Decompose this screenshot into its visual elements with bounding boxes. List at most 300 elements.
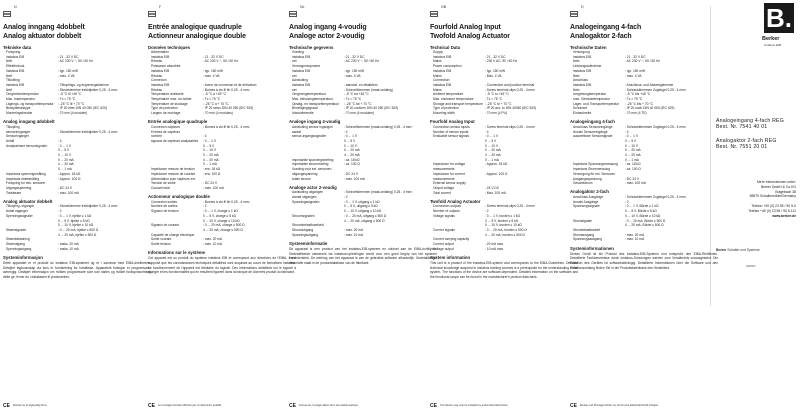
spec-row — [289, 177, 437, 182]
spec-label: External sensor supply — [433, 181, 466, 186]
spec-value: : typ. 150 mW — [625, 68, 646, 73]
spec-value: : Tᴄ = 75 °C — [58, 97, 76, 102]
spec-value: : Bornes à vis fil fin 0,25 - 4 mm² — [203, 87, 250, 92]
spec-value: : 4 — [58, 138, 62, 143]
spec-table — [3, 204, 151, 251]
spec-row — [148, 242, 296, 247]
spec-label: uitgangsspanning — [292, 171, 318, 176]
section-heading: Analogaktor 2-fach — [570, 189, 609, 195]
spec-value: : -5 °C bis +45 °C — [625, 92, 651, 97]
spec-row — [430, 247, 578, 252]
spec-table — [289, 125, 437, 181]
spec-label: Analyserbare sensorsignaler — [6, 143, 48, 148]
spec-value: 0 ... 5 V, bjelke ≥ 5 kΩ — [58, 218, 90, 223]
spec-value: : Tᴄ = 75 °C — [625, 97, 643, 102]
spec-value: : 2 — [485, 209, 489, 214]
spec-value: : 0 ... 1 V — [625, 134, 639, 139]
spec-value: 0 ... 5 V — [625, 138, 637, 143]
section-heading: Analog aktuator dobbelt — [3, 198, 53, 204]
spec-row — [430, 111, 578, 116]
section-heading: Analogeingang 4-fach — [570, 119, 615, 125]
country-flag-icon — [148, 11, 156, 17]
spec-value: : Schraubklemmen Zugbügel 0,25 - 4 mm² — [625, 87, 686, 92]
spec-label: Spenningsutgang — [6, 246, 32, 251]
spec-label: Température ambiante — [151, 92, 184, 97]
spec-value: : Schroefklemmen (maat-onlating) 0,25 - 4 mm² — [344, 124, 413, 129]
spec-label: Anschluss — [573, 78, 588, 83]
section-heading: Données techniques — [148, 44, 191, 50]
country-flag-icon — [430, 11, 438, 17]
spec-value: 4 ... 20 mA — [344, 153, 360, 158]
spec-label: instabus EIB — [292, 54, 311, 59]
spec-table — [289, 50, 437, 116]
column-footer — [289, 404, 437, 409]
spec-label: Connexion — [151, 78, 167, 83]
spec-row — [148, 111, 296, 116]
spec-label: Einbaubreite — [573, 111, 592, 116]
spec-value: : aansluit- en aftakklem — [344, 82, 378, 87]
spec-value: 4 ... 20 mA, bjelke ≤ 500 Ω — [58, 232, 97, 237]
spec-value: 4 ... 20 mA — [485, 153, 501, 158]
spec-label: instabus EIB — [151, 68, 170, 73]
spec-label: Tilkopling — [6, 124, 20, 129]
spec-table — [289, 190, 437, 237]
language-code: NL — [300, 5, 305, 9]
spec-value: : Approx. 18 kΩ — [485, 162, 508, 167]
footer-note: Einbau und Montage dürfen nur durch eine Elektrofachkraft erfolgen. — [579, 404, 659, 407]
spec-value: 0 ... 10 V — [344, 143, 358, 148]
side-product-1-art: Best. Nr. 7541 40 01 — [716, 124, 768, 130]
system-info-text: Dit apparaat is een product van het instabus-EIB-systeem en voldoet aan de EIBA-richtlijnen. Gedetailleerde vakkennis via instabus-opleidingen wordt voor een goed begrip van het systeem verondersteld. De werking van het apparaat is van de gebruikte software afhankelijk. Gedetailleerde informatie staat in de productdatabase van de fabrikant. — [289, 246, 437, 265]
spec-value: : -25 °C til + 70 °C — [58, 101, 85, 106]
spec-value: 0 ... 10 V, charge ≥ 10 kΩ — [203, 218, 240, 223]
spec-label: Evaluable sensor signals — [433, 134, 469, 139]
system-info-heading: Systeeminformatie — [289, 240, 328, 246]
spec-value: : typ. 150 mW — [344, 68, 365, 73]
spec-label: instabus EIB — [573, 54, 592, 59]
spec-value: : IP 20 acc. to DIN 40050 (IEC 529) — [485, 106, 537, 111]
spec-label: Capacité de charge électrique — [151, 232, 195, 237]
product-title: Twofold Analog Actuator — [430, 33, 510, 40]
spec-label: Alimentation — [151, 50, 169, 54]
system-info-heading: Informations sur le système — [148, 250, 206, 256]
system-info-text: This unit is a product of the instabus-EIB-system and corresponds to the EIBA-Guidelines. Detailed technical knowledge acquired in instabus training courses is a prerequisite for the understanding of the system. The functions of the device are software-dependent. Detailed information on the software and the functional scope can be found in the manufacturer's product data bank. — [430, 260, 578, 280]
spec-label: instabus EIB — [433, 68, 452, 73]
spec-label: Mounting width — [433, 111, 455, 116]
spec-label: Connection outputs — [433, 204, 462, 209]
spec-value: : 0 ... 20 mA, charge ≤ 500 Ω — [203, 223, 245, 228]
spec-value: : 230 V AC, 50 / 60 Hz — [485, 59, 518, 64]
spec-label: Mains — [433, 73, 442, 78]
spec-label: Umgebungstemperatur — [573, 92, 607, 97]
spec-value: : 21 - 32 V DC — [58, 54, 79, 59]
footer-note: The device may only be installed by authorized electricians. — [439, 404, 509, 407]
spec-value: : typ. 150 mW — [485, 68, 506, 73]
spec-value: : 10 mA max. — [485, 246, 504, 251]
spec-label: Antall utganger — [6, 209, 28, 214]
product-title: Entrée analogique quadruple — [148, 24, 242, 31]
spec-value: : Tᴄ = 75 °C — [344, 97, 362, 102]
spec-row — [570, 237, 718, 242]
spec-label: aantal — [292, 129, 301, 134]
spec-row — [3, 247, 151, 252]
section-heading: Analoge ingang 4-voudig — [289, 119, 341, 125]
spec-value: 0 ... 10 V — [625, 143, 639, 148]
spec-value: 0 ... 10 V, Bürde ≥ 10 kΩ — [625, 213, 661, 218]
spec-value: 4 ... 20 mA — [625, 153, 641, 158]
spec-label: max. Gehäusetemperatur — [573, 97, 610, 102]
spec-value: : 0 ... 1 V — [485, 134, 499, 139]
spec-label: sensorinnganger — [6, 129, 31, 134]
spec-value: : 0 ... 1 V, bjelke ≥ 1 kΩ — [58, 213, 92, 218]
spec-label: Monteringsbredde — [6, 111, 33, 116]
spec-label: Type de protection — [151, 106, 178, 111]
spec-label: Beskyttelsestype — [6, 106, 31, 111]
spec-value: : 4 — [344, 129, 348, 134]
spec-value: : max. 100 mA — [344, 176, 365, 181]
spec-value: 4 ... 20 mA — [203, 157, 219, 162]
system-info-text: Dieses Gerät ist ein Produkt des instabus-EIB-Systems und entspricht den EIBA-Richtlinien. Detaillierte Fachkenntnisse durch instabus-Schulungen werden zum Verständnis vorausgesetzt. Die Funktion des Gerätes ist softwareabhängig. Detaillierte Informationen über die Software und den Funktionsumfang finden Sie in der Produktdatenbank des Herstellers. — [570, 251, 718, 270]
spec-label: Number of sensor inputs — [433, 129, 469, 134]
spec-value: : 0 ... 20 mA, burden ≤ 500 Ω — [485, 227, 527, 232]
column-header — [289, 5, 437, 23]
spec-label: Strømutgang — [6, 242, 25, 247]
spec-row — [430, 162, 578, 171]
spec-value: 4 ... 20 mA, burden ≤ 500 Ω — [485, 232, 525, 237]
column-footer — [430, 404, 578, 409]
spec-label: Nett — [6, 59, 12, 64]
spec-value: : ca. 100 Ω — [625, 167, 641, 172]
spec-label: Signaux de courant — [151, 223, 180, 228]
side-address — [716, 180, 796, 218]
spec-value: : 70 mm (4 modules) — [203, 111, 233, 116]
spec-table — [430, 204, 578, 251]
spec-value: : 0 ... 1 V — [58, 143, 72, 148]
address-line: Mehr Informationen unter: — [756, 180, 796, 184]
spec-label: Impedanz Strommessung — [573, 167, 611, 172]
column-french — [148, 5, 296, 415]
column-footer — [3, 404, 151, 409]
spec-value: : Anschluss- und Abzweigklemme — [625, 82, 674, 87]
spec-label: totale stroom — [292, 176, 311, 181]
spec-value: : AC 230 V ~, 50 / 60 Hz — [203, 59, 238, 64]
spec-value: 0 ... 10 V, uitgang ≥ 10 kΩ — [344, 209, 382, 214]
spec-value: : typ. 150 mW — [203, 68, 224, 73]
spec-value: : -5 °C tot +45 °C — [344, 92, 369, 97]
system-info-heading: Systeminformationen — [570, 245, 614, 251]
spec-label: Aansluiting sensor ingangen — [292, 124, 333, 129]
spec-value: : AC 230 V ~, 50 / 60 Hz — [58, 59, 93, 64]
spec-value: : Max. 100 mA — [485, 190, 506, 195]
spec-value: 0 ... 1 mA — [485, 157, 499, 162]
ce-mark-icon: CE — [570, 403, 577, 409]
system-info-heading: Systeminformasjon — [3, 254, 43, 260]
spec-table — [148, 200, 296, 247]
spec-value: : Connection and junction terminal — [485, 82, 535, 87]
country-flag-icon — [289, 11, 297, 17]
column-dutch — [289, 5, 437, 415]
spec-value: 0 ... 5 V, burden ≥ 5 kΩ — [485, 218, 519, 223]
spec-value: : max. 20 mA — [625, 232, 645, 237]
section-heading: Tekniske data — [3, 44, 32, 50]
spec-value: : Skrueklemmer trekkbjelker 0,25 - 4 mm² — [58, 204, 118, 209]
spec-value: : 24 V DC — [485, 185, 500, 190]
spec-label: Sortie courant — [151, 237, 172, 242]
spec-value: : Schroefklemmen (maat-onlating) — [344, 87, 393, 92]
section-heading: Entrée analogique quadruple — [148, 119, 208, 125]
spec-label: Signaux de tension — [151, 209, 179, 214]
spec-value: : Schraubklemmen Zugbügel 0,25 - 4 mm² — [625, 124, 686, 129]
language-code: D — [581, 5, 584, 9]
spec-label: Storage and transport temperature — [433, 101, 483, 106]
spec-label: Réseau — [151, 59, 163, 64]
spec-label: Stromausgang — [573, 232, 595, 237]
spec-value: : -25 °C to + 70 °C — [485, 101, 512, 106]
address-line: www.berker.de — [772, 213, 796, 218]
spec-label: instabus EIB — [6, 68, 25, 73]
spec-value: 0 ... 5 V — [485, 138, 497, 143]
product-title: Analog inngang 4dobbelt — [3, 24, 85, 31]
spec-row — [3, 191, 151, 196]
spec-table — [570, 125, 718, 186]
footer-brand: Berker Schalter und Systeme — [716, 248, 760, 252]
spec-value: : DC 24 V — [625, 176, 640, 181]
column-footer — [570, 404, 718, 409]
ce-mark-icon: CE — [430, 403, 437, 409]
system-info-text: Cet appareil est un produit du système instabus EIB et correspond aux directives de l'EIBA. Il est supposé que les connaissances techniques détaillées sont acquises au cours de formations instabus. Le fonctionnement de l'appareil est tributaire du logiciel. Des informations détaillées sur le logiciel à charger et les fonctionnalités qui en résultent figurent dans la banque de données produit du fabricant. — [148, 256, 296, 275]
spec-row — [148, 186, 296, 191]
spec-value: : 21 - 32 V DC — [485, 54, 506, 59]
spec-value: : 0 ... 1 V — [344, 134, 358, 139]
spec-label: Max. behuizingstemperatuur — [292, 97, 334, 102]
spec-label: Mains — [433, 87, 442, 92]
spec-value: : 21 - 32 V DC — [344, 54, 365, 59]
spec-value: : Approx. 18 kΩ — [58, 171, 81, 176]
spec-label: Antall — [6, 138, 15, 143]
ce-mark-icon: CE — [289, 403, 296, 409]
ce-mark-icon: CE — [148, 403, 155, 409]
spec-value: : 2 — [203, 204, 207, 209]
spec-value: : env. 100 Ω — [203, 171, 221, 176]
spec-label: Lager- und Transporttemperatur — [573, 101, 620, 106]
spec-label: Stroomuitgang — [292, 227, 314, 232]
spec-value: : 0 ... 1 V — [203, 138, 217, 143]
spec-value: : max. 100 mA — [625, 181, 646, 186]
spec-value: 0 ... 10 V — [485, 143, 499, 148]
spec-table — [430, 125, 578, 196]
spec-value: : 21 - 32 V DC — [203, 54, 224, 59]
spec-value: : ca. 18 kΩ — [344, 157, 360, 162]
spec-label: Aansluiting uitgangen — [292, 190, 324, 195]
spec-label: Spannungssignale — [573, 204, 600, 209]
spec-row — [430, 191, 578, 196]
spec-value: : IP 20 selon DIN 40 050 (IEC 529) — [203, 106, 254, 111]
spec-label: Puissance absorbée — [151, 64, 181, 69]
spec-label: Vermogensopname — [292, 64, 321, 69]
address-line: Klagebach 38 — [775, 189, 796, 194]
spec-label: impedantie stroommeting — [292, 162, 329, 167]
spec-label: Max. enclosure temperature — [433, 97, 474, 102]
spec-label: Max. hustemperatur — [6, 97, 35, 102]
spec-label: Schutzart — [573, 106, 587, 111]
side-product-2-name: Analogaktor 2-fach REG — [716, 138, 777, 144]
spec-value: : 4 — [485, 129, 489, 134]
spec-label: auswertbare Sensorsignale — [573, 134, 613, 139]
spec-row — [570, 111, 718, 116]
spec-label: Largeur de montage — [151, 111, 181, 116]
spec-value: 4 ... 20 mA, Bürde ≤ 500 Ω — [625, 223, 664, 228]
spec-table — [148, 125, 296, 191]
spec-table — [570, 50, 718, 116]
column-german — [570, 5, 718, 415]
spec-value: : max. 4 VA — [344, 73, 361, 78]
spec-row — [289, 233, 437, 238]
spec-value: : 21 - 32 V DC — [625, 54, 646, 59]
spec-label: Nett — [6, 87, 12, 92]
language-code: F — [159, 5, 162, 9]
footer-note: Montert av et fagkyndig firma. — [12, 404, 48, 407]
spec-value: : AC 230 V ~, 50 / 60 Hz — [344, 59, 379, 64]
spec-table — [148, 50, 296, 116]
spec-label: instabus EIB — [433, 82, 452, 87]
spec-label: Impedance for current measurements — [433, 171, 465, 181]
spec-value: : IP 20 conform DIN 40 050 (IEC 529) — [344, 106, 399, 111]
spec-value: : -5 °C til +45 °C — [58, 92, 82, 97]
spec-label: Sortie tension — [151, 242, 171, 247]
spec-value: 0 ... 10 V, burden ≥ 10 kΩ — [485, 223, 522, 228]
language-code: GB — [441, 5, 447, 9]
spec-value: 0 ... 5 V — [58, 148, 70, 153]
spec-value: : Schroefklemmen (maat-onlating) 0,25 - 4 mm² — [344, 190, 413, 195]
spec-value: : ca. 18 kΩ — [625, 162, 641, 167]
spec-value: : 0 ... 1 V, burden ≥ 1 kΩ — [485, 213, 520, 218]
spec-label: Current output — [433, 242, 454, 247]
spec-label: Current signals — [433, 227, 455, 232]
section-heading: Technische Daten — [570, 44, 607, 50]
spec-label: Ambient temperature — [433, 92, 464, 97]
column-header — [148, 5, 296, 23]
spec-label: Réseau — [151, 87, 163, 92]
spec-label: net — [292, 73, 297, 78]
spec-label: Impédance mesure de courant — [151, 171, 196, 176]
spec-value: : 2 — [58, 209, 62, 214]
spec-label: instabus EIB — [292, 82, 311, 87]
column-header — [430, 5, 578, 23]
spec-label: Omgevingstemperatuur — [292, 92, 326, 97]
spec-label: Supply — [433, 50, 443, 54]
brand-name: Berker — [762, 36, 780, 42]
spec-label: Current carrying capacity — [433, 237, 470, 242]
spec-value: : Bornes à vis fil fin 0,25 - 4 mm² — [203, 199, 250, 204]
spec-value: 0 ... 20 mA — [58, 157, 74, 162]
spec-label: Température de stockage — [151, 101, 188, 106]
spec-value: : Screw terminal clips 0,25 - 4 mm² — [485, 204, 536, 209]
spec-value: : typ. 150 mW — [58, 68, 79, 73]
spec-value: : Tᴄ = 75 °C — [485, 97, 503, 102]
product-title: Analogeingang 4-fach — [570, 24, 642, 31]
spec-value: : 0 ... 20 mA, bjelke ≤ 500 Ω — [58, 227, 99, 232]
spec-value: : 0 ... 1 V, uitgang ≥ 1 kΩ — [344, 199, 380, 204]
spec-label: Leistungsaufnahme — [573, 64, 602, 69]
spec-value: : maks. 20 mA — [58, 242, 79, 247]
spec-value: 0 ... 1 mA — [203, 162, 217, 167]
spec-value: : max. 100 mA — [58, 190, 79, 195]
spec-value: : 2 — [344, 194, 348, 199]
section-heading: Analoge actor 2-voudig — [289, 184, 337, 190]
spec-row — [3, 111, 151, 116]
product-title: Actionneur analogique double — [148, 33, 246, 40]
spec-value: : max. 100 mA — [203, 185, 224, 190]
spec-value: : 0 ... 1 V, charge ≥ 1 kΩ — [203, 209, 238, 214]
spec-label: Spanningssignalen — [292, 199, 320, 204]
system-info-text: Dette apparatet er et produkt av instabus EIB-systemet og er i samsvar med EIBA-direktivene. Detaljert fagkunnskap via kurs er forutsetning for forståelse. Apparatets funksjon er programvare-avhengig. Detaljert informasjon om hvilken programvare som kan lastes og hvilket funksjonsomfang dette gir, finner du i databasen til produsenten. — [3, 260, 151, 280]
spec-label: Aantal uitgangen — [292, 194, 317, 199]
spec-label: Courant total — [151, 185, 170, 190]
side-product-2-art: Best. Nr. 7551 20 01 — [716, 144, 768, 150]
spec-label: Nett — [6, 73, 12, 78]
spec-label: Netz — [573, 87, 580, 92]
spec-label: Voltage output — [433, 246, 454, 251]
spec-label: Anschluss Sensoreingänge — [573, 124, 613, 129]
spec-value: : max. 4 VA — [203, 73, 220, 78]
spec-value: : 0 ... 1 V, Bürde ≥ 1 kΩ — [625, 204, 659, 209]
spec-value: 4 ... 20 mA, charge ≤ 500 Ω — [203, 227, 243, 232]
product-title: Fourfold Analog Input — [430, 24, 501, 31]
spec-label: signaux de capteurs analysables — [151, 138, 199, 143]
spec-label: instabus EIB — [573, 82, 592, 87]
spec-label: Anzahl Ausgänge — [573, 199, 599, 204]
spec-value: : 70 mm (4 TE) — [625, 111, 647, 116]
spec-value: 4 ... 20 mA, uitgang ≤ 500 Ω — [344, 218, 385, 223]
spec-value: 0 ... 5 V — [203, 143, 215, 148]
spec-label: Mains — [433, 59, 442, 64]
spec-label: Forsyning for eks. sensorer — [6, 181, 46, 186]
section-heading: Technical Data — [430, 44, 461, 50]
product-title: Analoge actor 2-voudig — [289, 33, 365, 40]
spec-label: Versorgung — [573, 50, 590, 54]
spec-value: : max. 20 mA — [344, 227, 364, 232]
spec-value: 0 ... 10 V — [203, 148, 217, 153]
spec-label: sensor-ingangssignalen — [292, 134, 327, 139]
spec-value: : 0 ... 20 mA, uitgang ≤ 500 Ω — [344, 213, 387, 218]
spec-value: : max. 10 mA — [344, 232, 364, 237]
spec-value: : 4 — [203, 134, 207, 139]
document-code: 09/2000 — [746, 265, 756, 268]
spec-value: : Max. 4 VA — [485, 73, 502, 78]
spec-label: Output voltage — [433, 185, 455, 190]
spec-value: : Schraubklemmen Zugbügel 0,25 - 4 mm² — [625, 194, 686, 199]
spec-label: nombre — [151, 134, 163, 139]
spec-label: Entrées de capteurs — [151, 129, 181, 134]
ce-mark-icon: CE — [3, 403, 10, 409]
brand-subtitle: instabus EIB — [764, 43, 781, 47]
spec-label: Voeding voor ext. sensoren — [292, 167, 332, 172]
spec-label: instabus EIB — [6, 82, 25, 87]
spec-value: : -5 °C to +45 °C — [485, 92, 509, 97]
spec-label: Inbouwbreedte — [292, 111, 314, 116]
spec-label: Tension de sortie — [151, 181, 176, 186]
spec-label: Sensoringanger — [6, 134, 29, 139]
side-product-2 — [716, 138, 777, 150]
spec-value: : env. 18 kΩ — [203, 167, 221, 172]
spec-value: : 70 mm (4 modulen) — [344, 111, 374, 116]
spec-value: 0 ... 10 V, bjelke ≥ 10 kΩ — [58, 223, 94, 228]
spec-label: Spenningssignaler — [6, 213, 33, 218]
spec-value: : DC 24 V — [203, 181, 218, 186]
spec-label: Stroomsignalen — [292, 213, 315, 218]
spec-value: : Skrueklemmer trekkbjelker 0,25 - 4 mm² — [58, 129, 118, 134]
spec-value: 0 ... 5 V, uitgang ≥ 5 kΩ — [344, 204, 378, 209]
